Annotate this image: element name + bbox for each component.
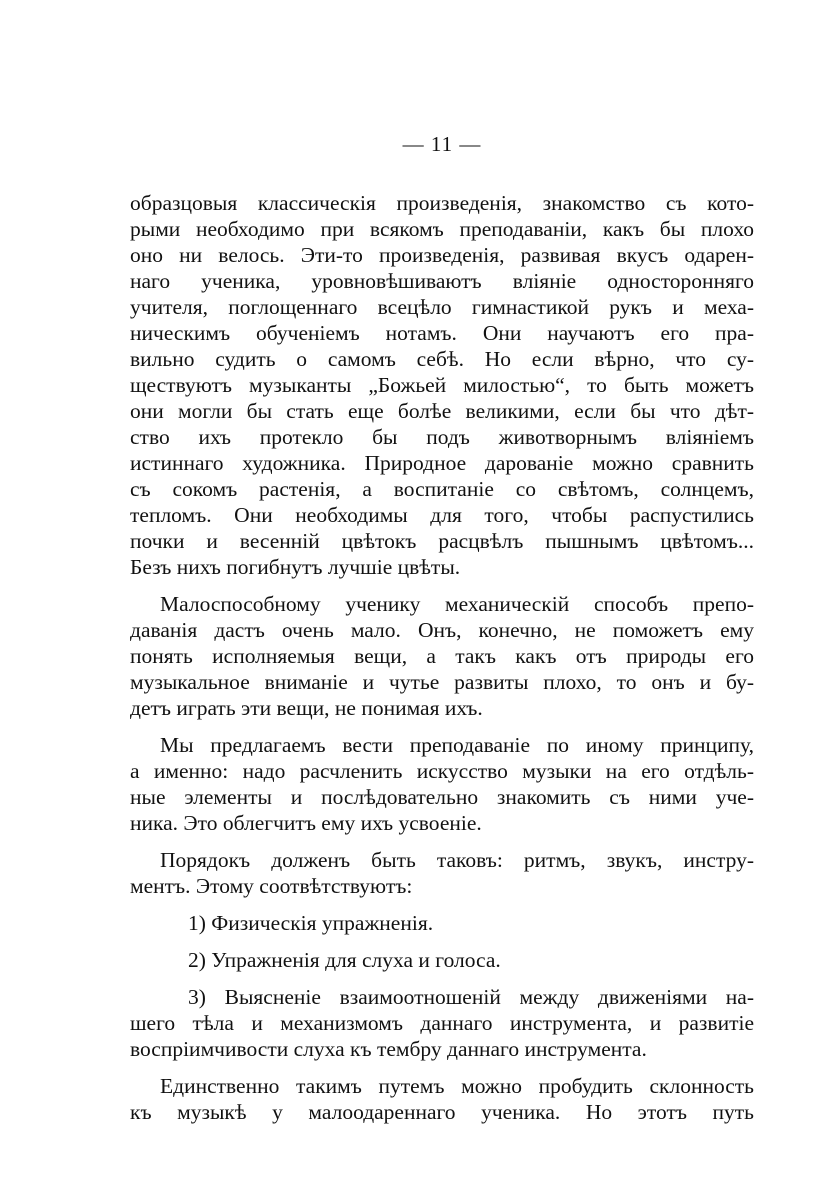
text-line: вильно судить о самомъ себѣ. Но если вѣрно, что су- <box>130 347 754 371</box>
page-number: — 11 — <box>402 132 482 156</box>
text-line: Порядокъ долженъ быть таковъ: ритмъ, звукъ, инстру- <box>160 848 754 872</box>
text-line: 3) Выясненіе взаимоотношеній между движеніями на- <box>188 985 754 1009</box>
text-line: истиннаго художника. Природное дарованіе можно сравнить <box>130 451 754 475</box>
text-line: 1) Физическія упражненія. <box>188 911 434 935</box>
text-line: шего тѣла и механизмомъ даннаго инструмента, и развитіе <box>130 1011 754 1035</box>
text-line: къ музыкѣ у малоодареннаго ученика. Но этотъ путь <box>130 1100 754 1124</box>
text-line: Мы предлагаемъ вести преподаваніе по иному принципу, <box>160 733 754 757</box>
paragraph-3 <box>130 732 754 836</box>
text-line: ство ихъ протекло бы подъ животворнымъ вліяніемъ <box>130 425 754 449</box>
text-line: ные элементы и послѣдовательно знакомить съ ними уче- <box>130 785 754 809</box>
text-line: даванія дастъ очень мало. Онъ, конечно, не поможетъ ему <box>130 618 754 642</box>
text-line: почки и весенній цвѣтокъ расцвѣлъ пышнымъ цвѣтомъ... <box>130 529 754 553</box>
text-line: ментъ. Этому соотвѣтствуютъ: <box>130 874 413 898</box>
text-line: наго ученика, уровновѣшиваютъ вліяніе односторонняго <box>130 269 754 293</box>
paragraph-8 <box>130 1073 754 1125</box>
text-line: воспріимчивости слуха къ тембру даннаго инструмента. <box>130 1037 647 1061</box>
text-line: Единственно такимъ путемъ можно пробудить склонность <box>160 1074 754 1098</box>
text-line: Безъ нихъ погибнутъ лучшіе цвѣты. <box>130 555 461 579</box>
text-line: ническимъ обученіемъ нотамъ. Они научаютъ его пра- <box>130 321 754 345</box>
text-line: они могли бы стать еще болѣе великими, если бы что дѣт- <box>130 399 754 423</box>
text-line: Малоспособному ученику механическій способъ препо- <box>160 592 754 616</box>
paragraph-2 <box>130 591 754 721</box>
text-line: 2) Упражненія для слуха и голоса. <box>188 948 501 972</box>
text-line: музыкальное вниманіе и чутье развиты плохо, то онъ и бу- <box>130 670 754 694</box>
paragraph-4 <box>130 847 754 899</box>
text-line: съ сокомъ растенія, а воспитаніе со свѣтомъ, солнцемъ, <box>130 477 754 501</box>
text-line: образцовыя классическія произведенія, знакомство съ кото- <box>130 191 754 215</box>
text-line: оно ни велось. Эти-то произведенія, развивая вкусъ одарен- <box>130 243 754 267</box>
text-line: ника. Это облегчитъ ему ихъ усвоеніе. <box>130 811 482 835</box>
text-line: учителя, поглощеннаго всецѣло гимнастикой рукъ и меха- <box>130 295 754 319</box>
text-line: понять исполняемыя вещи, а такъ какъ отъ природы его <box>130 644 754 668</box>
list-item-3 <box>130 984 754 1062</box>
paragraph-1 <box>130 190 754 580</box>
text-line: тепломъ. Они необходимы для того, чтобы распустились <box>130 503 754 527</box>
list-item-2 <box>130 947 754 973</box>
list-item-1 <box>130 910 754 936</box>
text-line: а именно: надо расчленить искусство музыки на его отдѣль- <box>130 759 754 783</box>
text-line: детъ играть эти вещи, не понимая ихъ. <box>130 696 483 720</box>
text-line: ществуютъ музыканты „Божьей милостью“, то быть можетъ <box>130 373 754 397</box>
text-line: рыми необходимо при всякомъ преподаваніи, какъ бы плохо <box>130 217 754 241</box>
book-page <box>130 128 754 1125</box>
